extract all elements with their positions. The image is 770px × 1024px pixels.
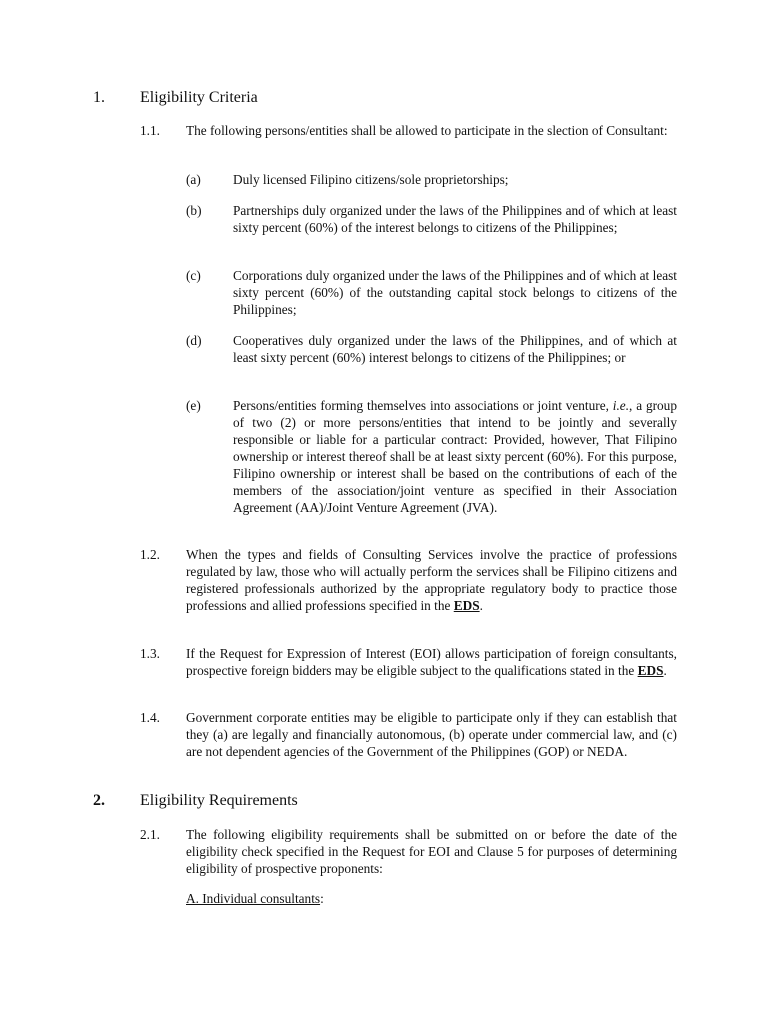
item-b-letter: (b) (186, 203, 202, 218)
clause-1-3-number: 1.3. (140, 646, 160, 661)
clause-1-3-text (186, 645, 677, 679)
clause-1-1-text: The following persons/entities shall be allowed to participate in the slection of Consultant: (186, 123, 668, 138)
item-c-text: Corporations duly organized under the laws of the Philippines and of which at least sixty percent (60%) of the outstanding capital stock belongs to citizens of the Philippines; (233, 268, 677, 317)
item-e-ie: i.e. (612, 398, 630, 413)
eds-reference: EDS (637, 663, 664, 678)
item-c-letter: (c) (186, 268, 201, 283)
eds-reference: EDS (453, 598, 480, 613)
item-e-letter: (e) (186, 398, 201, 413)
section-1-number: 1. (93, 89, 105, 106)
clause-1-4-number: 1.4. (140, 710, 160, 725)
section-2-title: Eligibility Requirements (140, 792, 298, 809)
item-d-letter: (d) (186, 333, 202, 348)
subheading-individual-consultants (186, 890, 677, 907)
clause-1-3-tail: . (663, 663, 667, 678)
item-d-text: Cooperatives duly organized under the laws of the Philippines, and of which at least sixty percent (60%) interest belongs to citizens of the Philippines; or (233, 333, 677, 365)
clause-1-2-body: When the types and fields of Consulting Services involve the practice of professions regulated by law, those who will actually perform the services shall be Filipino citizens and registered professionals authorized by the appropriate regulatory body to practice those professions and allied professions specified in the (186, 547, 677, 613)
clause-1-3-body: If the Request for Expression of Interest (EOI) allows participation of foreign consultants, prospective foreign bidders may be eligible subject to the qualifications stated in the (186, 646, 677, 678)
item-b-text: Partnerships duly organized under the laws of the Philippines and of which at least sixty percent (60%) of the interest belongs to citizens of the Philippines; (233, 203, 677, 235)
clause-1-2-number: 1.2. (140, 547, 160, 562)
subheading-label: A. Individual consultants (186, 891, 321, 906)
section-2-number: 2. (93, 792, 105, 809)
item-e-body: , a group of two (2) or more persons/entities that intend to be jointly and severally responsible or liable for a particular contract: Provided, however, That Filipino ownership or interest thereof shall be at least sixty percent (60%). For this purpose, Filipino ownership or interest shall be based on the contributions of each of the members of the association/joint venture as specified in their Association Agreement (AA)/Joint Venture Agreement (JVA). (233, 398, 677, 515)
clause-1-4-text: Government corporate entities may be eligible to participate only if they can establish that they (a) are legally and financially autonomous, (b) operate under commercial law, and (c) are not dependent agencies of the Government of the Philippines (GOP) or NEDA. (186, 710, 677, 759)
section-1-title: Eligibility Criteria (140, 89, 258, 106)
subheading-colon: : (320, 891, 324, 906)
item-e-lead: Persons/entities forming themselves into associations or joint venture, (233, 398, 613, 413)
item-e-text (233, 397, 677, 516)
clause-2-1-number: 2.1. (140, 827, 160, 842)
clause-1-1-number: 1.1. (140, 123, 160, 138)
item-a-text: Duly licensed Filipino citizens/sole proprietorships; (233, 172, 509, 187)
clause-1-2-text (186, 546, 677, 614)
clause-2-1-text: The following eligibility requirements shall be submitted on or before the date of the eligibility check specified in the Request for EOI and Clause 5 for purposes of determining eligibility of prospective proponents: (186, 827, 677, 876)
item-a-letter: (a) (186, 172, 201, 187)
clause-1-2-tail: . (479, 598, 483, 613)
